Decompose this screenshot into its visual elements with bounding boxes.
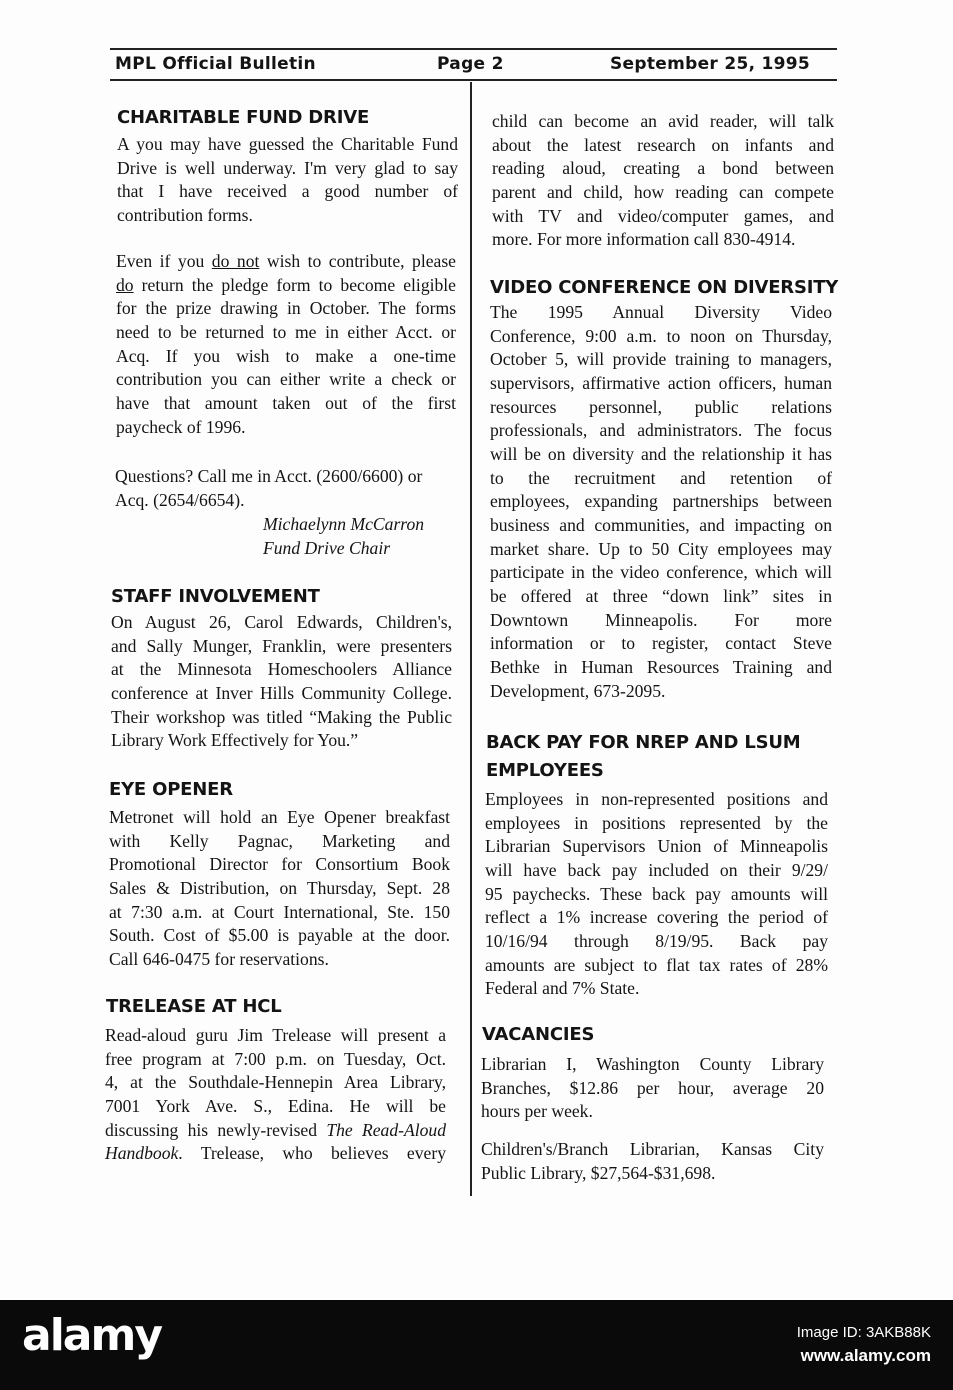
image-id: Image ID: 3AKB88K: [796, 1324, 931, 1341]
text-line: about the latest research on infants and: [492, 134, 834, 155]
text-line: Branches, $12.86 per hour, average 20: [481, 1077, 824, 1098]
text-line: Drive is well underway. I'm very glad to say: [117, 157, 458, 178]
text-line: Public Library, $27,564-$31,698.: [481, 1162, 716, 1183]
text-line: conference at Inver Hills Community College.: [111, 682, 452, 703]
text-line: employees, expanding partnerships between: [490, 491, 832, 512]
vacancy-1: [481, 1053, 824, 1124]
text-line: for the prize drawing in October. The forms: [116, 298, 456, 319]
italic-text: Handbook: [105, 1143, 179, 1164]
charitable-paragraph-2: [116, 250, 456, 439]
bulletin-title: MPL Official Bulletin: [115, 54, 316, 74]
text-line: with Kelly Pagnac, Marketing and: [109, 830, 450, 851]
text-line: [105, 1142, 446, 1166]
heading-vacancies: VACANCIES: [482, 1024, 595, 1045]
text-line: Metronet will hold an Eye Opener breakfast: [109, 807, 450, 827]
heading-back-pay-line-2: EMPLOYEES: [486, 760, 604, 781]
text-line: parent and child, how reading can compete: [492, 181, 834, 202]
text-line: Downtown Minneapolis. For more: [490, 609, 832, 630]
vacancy-2: [481, 1138, 824, 1185]
text-line: information or to register, contact Steve: [490, 633, 832, 654]
text-line: Sales & Distribution, on Thursday, Sept. 28: [109, 877, 450, 898]
charitable-paragraph-3: [115, 465, 455, 512]
text-line: Acq. (2654/6654).: [115, 489, 245, 510]
page-number: Page 2: [437, 54, 504, 74]
bulletin-date: September 25, 1995: [610, 54, 811, 74]
text-line: [116, 274, 456, 298]
text-line: Call 646-0475 for reservations.: [109, 948, 329, 969]
text-line: free program at 7:00 p.m. on Tuesday, Oct.: [105, 1048, 446, 1069]
text-line: business and communities, and impacting on: [490, 514, 832, 535]
text-line: Library Work Effectively for You.”: [111, 730, 359, 751]
text-line: contribution forms.: [117, 204, 253, 225]
text-line: Librarian Supervisors Union of Minneapolis: [485, 836, 828, 857]
heading-trelease-at-hcl: TRELEASE AT HCL: [106, 996, 282, 1017]
text-line: Questions? Call me in Acct. (2600/6600) or: [115, 466, 423, 486]
stock-watermark-banner: [0, 1300, 953, 1390]
text-line: child can become an avid reader, will talk: [492, 111, 834, 131]
heading-charitable-fund-drive: CHARITABLE FUND DRIVE: [117, 107, 370, 128]
text-line: Their workshop was titled “Making the Public: [111, 706, 452, 727]
text-line: Employees in non-represented positions and: [485, 789, 828, 809]
alamy-logo: alamy: [22, 1310, 161, 1361]
text-line: market share. Up to 50 City employees may: [490, 538, 832, 559]
text-segment: wish to contribute, please: [259, 251, 456, 271]
text-line: hours per week.: [481, 1101, 593, 1122]
text-line: Librarian I, Washington County Library: [481, 1054, 824, 1074]
signature-title: Fund Drive Chair: [263, 538, 391, 558]
text-line: The 1995 Annual Diversity Video: [490, 302, 832, 322]
text-line: South. Cost of $5.00 is payable at the door.: [109, 925, 450, 946]
text-line: 10/16/94 through 8/19/95. Back pay: [485, 930, 828, 951]
column-divider: [470, 82, 472, 1196]
trelease-continued-paragraph: [492, 110, 834, 252]
eye-opener-paragraph: [109, 806, 450, 972]
text-line: On August 26, Carol Edwards, Children's,: [111, 612, 452, 632]
header-top-rule: [110, 48, 837, 50]
text-segment: Even if you: [116, 251, 212, 271]
text-line: [116, 250, 456, 274]
text-line: Acq. If you wish to make a one-time: [116, 345, 456, 366]
text-line: Federal and 7% State.: [485, 978, 640, 999]
video-conference-paragraph: [490, 301, 832, 703]
text-line: will be on diversity and the relationship it has: [490, 443, 832, 464]
text-line: more. For more information call 830-4914.: [492, 229, 796, 250]
text-line: participate in the video conference, which will: [490, 562, 832, 583]
italic-text: The Read-Aloud: [326, 1119, 447, 1140]
text-line: Development, 673-2095.: [490, 680, 666, 701]
text-line: 7001 York Ave. S., Edina. He will be: [105, 1095, 446, 1116]
text-line: resources personnel, public relations: [490, 396, 832, 417]
text-line: A you may have guessed the Charitable Fund: [117, 134, 458, 154]
text-line: have that amount taken out of the first: [116, 392, 456, 413]
text-line: contribution you can either write a check or: [116, 369, 456, 390]
text-line: reading aloud, creating a bond between: [492, 158, 834, 179]
text-segment: return the pledge form to become eligible: [133, 274, 456, 295]
text-line: Promotional Director for Consortium Book: [109, 854, 450, 875]
heading-back-pay: BACK PAY FOR NREP AND LSUM: [486, 732, 801, 753]
site-url: www.alamy.com: [800, 1346, 931, 1365]
text-line: [105, 1119, 446, 1143]
text-line: employees in positions represented by the: [485, 812, 828, 833]
text-line: Bethke in Human Resources Training and: [490, 656, 832, 677]
text-line: be offered at three “down link” sites in: [490, 585, 832, 606]
back-pay-paragraph: [485, 788, 828, 1001]
underlined-text: do not: [211, 251, 260, 271]
text-line: Children's/Branch Librarian, Kansas City: [481, 1139, 824, 1159]
text-line: 95 paychecks. These back pay amounts will: [485, 883, 828, 904]
text-line: Read-aloud guru Jim Trelease will present a: [105, 1025, 446, 1045]
charitable-paragraph-1: [117, 133, 458, 228]
text-line: October 5, will provide training to managers,: [490, 349, 832, 370]
text-line: at 7:30 a.m. at Court International, Ste. 150: [109, 901, 450, 922]
text-line: 4, at the Southdale-Hennepin Area Library,: [105, 1072, 446, 1093]
underlined-text: do: [116, 274, 134, 295]
text-segment: discussing his newly-revised: [105, 1119, 327, 1140]
text-line: reflect a 1% increase covering the period of: [485, 907, 828, 928]
heading-video-conference: VIDEO CONFERENCE ON DIVERSITY: [490, 277, 839, 298]
trelease-paragraph: [105, 1024, 446, 1166]
heading-eye-opener: EYE OPENER: [109, 779, 233, 800]
text-line: professionals, and administrators. The focus: [490, 420, 832, 441]
text-line: at the Minnesota Homeschoolers Alliance: [111, 659, 452, 680]
text-line: amounts are subject to flat tax rates of 28%: [485, 954, 828, 975]
text-line: need to be returned to me in either Acct. or: [116, 321, 456, 342]
text-line: Conference, 9:00 a.m. to noon on Thursday,: [490, 325, 832, 346]
text-line: will have back pay included on their 9/29/: [485, 859, 828, 880]
text-segment: . Trelease, who believes every: [178, 1143, 446, 1164]
text-line: with TV and video/computer games, and: [492, 205, 834, 226]
text-line: paycheck of 1996.: [116, 416, 246, 437]
staff-paragraph: [111, 611, 452, 753]
header-bottom-rule: [110, 79, 837, 81]
heading-staff-involvement: STAFF INVOLVEMENT: [111, 586, 320, 607]
signature-name: Michaelynn McCarron: [263, 514, 425, 534]
text-line: to the recruitment and retention of: [490, 467, 832, 488]
text-line: that I have received a good number of: [117, 181, 458, 202]
text-line: supervisors, affirmative action officers, human: [490, 372, 832, 393]
text-line: and Sally Munger, Franklin, were presenters: [111, 635, 452, 656]
